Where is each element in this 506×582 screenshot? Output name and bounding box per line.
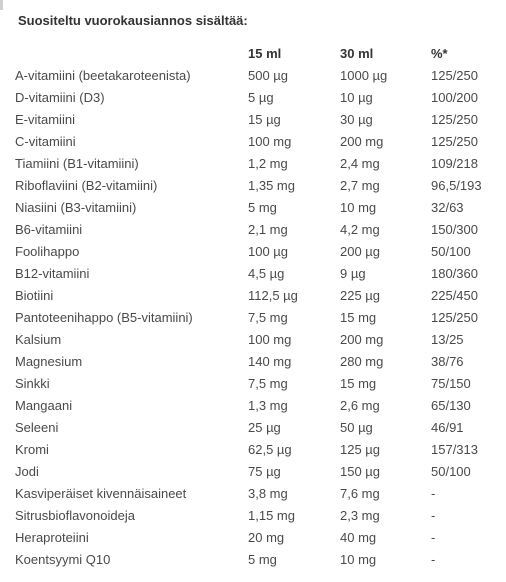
nutrient-name: Biotiini (15, 288, 54, 303)
nutrient-name: Mangaani (15, 398, 73, 413)
amount-30ml: 2,6 mg (340, 398, 380, 413)
nutrient-table (15, 43, 501, 571)
section-heading: Suositeltu vuorokausiannos sisältää: (18, 13, 248, 28)
percent-value: - (431, 508, 436, 523)
table-row (15, 351, 501, 373)
percent-value: 125/250 (431, 68, 478, 83)
percent-value: - (431, 530, 436, 545)
nutrient-name: Koentsyymi Q10 (15, 552, 111, 567)
table-row (15, 175, 501, 197)
amount-15ml: 1,2 mg (248, 156, 288, 171)
amount-30ml: 200 mg (340, 332, 384, 347)
nutrient-name: Kromi (15, 442, 49, 457)
table-row (15, 263, 501, 285)
nutrient-name: Sinkki (15, 376, 50, 391)
header-15ml: 15 ml (248, 46, 282, 61)
amount-15ml: 7,5 mg (248, 310, 288, 325)
amount-15ml: 140 mg (248, 354, 292, 369)
table-row (15, 219, 501, 241)
amount-30ml: 2,3 mg (340, 508, 380, 523)
nutrient-name: Kasviperäiset kivennäisaineet (15, 486, 187, 501)
table-row (15, 483, 501, 505)
amount-15ml: 500 µg (248, 68, 289, 83)
amount-15ml: 100 mg (248, 332, 292, 347)
table-row (15, 109, 501, 131)
table-row (15, 373, 501, 395)
nutrient-name: Sitrusbioflavonoideja (15, 508, 135, 523)
table-row (15, 461, 501, 483)
amount-30ml: 2,7 mg (340, 178, 380, 193)
percent-value: 38/76 (431, 354, 464, 369)
amount-30ml: 40 mg (340, 530, 377, 545)
amount-30ml: 15 mg (340, 376, 377, 391)
table-row (15, 65, 501, 87)
amount-30ml: 150 µg (340, 464, 381, 479)
table-row (15, 439, 501, 461)
amount-30ml: 10 mg (340, 200, 377, 215)
nutrient-name: Jodi (15, 464, 39, 479)
percent-value: 96,5/193 (431, 178, 482, 193)
amount-15ml: 1,15 mg (248, 508, 295, 523)
amount-15ml: 4,5 µg (248, 266, 285, 281)
amount-30ml: 7,6 mg (340, 486, 380, 501)
table-row (15, 329, 501, 351)
amount-15ml: 2,1 mg (248, 222, 288, 237)
percent-value: 50/100 (431, 464, 471, 479)
nutrient-name: Kalsium (15, 332, 62, 347)
amount-30ml: 15 mg (340, 310, 377, 325)
table-row (15, 307, 501, 329)
percent-value: 65/130 (431, 398, 471, 413)
nutrient-name: C-vitamiini (15, 134, 76, 149)
amount-15ml: 100 µg (248, 244, 289, 259)
nutrient-name: A-vitamiini (beetakaroteenista) (15, 68, 191, 83)
percent-value: 150/300 (431, 222, 478, 237)
nutrient-name: Magnesium (15, 354, 83, 369)
nutrient-name: Seleeni (15, 420, 59, 435)
percent-value: 157/313 (431, 442, 478, 457)
table-row (15, 395, 501, 417)
table-row (15, 549, 501, 571)
amount-15ml: 15 µg (248, 112, 281, 127)
amount-30ml: 200 mg (340, 134, 384, 149)
amount-15ml: 75 µg (248, 464, 281, 479)
table-row (15, 285, 501, 307)
amount-30ml: 10 µg (340, 90, 373, 105)
percent-value: 225/450 (431, 288, 478, 303)
header-30ml: 30 ml (340, 46, 374, 61)
table-row (15, 241, 501, 263)
amount-15ml: 5 mg (248, 200, 277, 215)
amount-15ml: 5 µg (248, 90, 274, 105)
amount-15ml: 5 mg (248, 552, 277, 567)
table-header-row (15, 43, 501, 65)
percent-value: 125/250 (431, 310, 478, 325)
amount-30ml: 200 µg (340, 244, 381, 259)
percent-value: 32/63 (431, 200, 464, 215)
nutrient-name: E-vitamiini (15, 112, 75, 127)
amount-30ml: 30 µg (340, 112, 373, 127)
table-row (15, 417, 501, 439)
nutrient-name: Tiamiini (B1-vitamiini) (15, 156, 139, 171)
amount-30ml: 1000 µg (340, 68, 388, 83)
amount-15ml: 20 mg (248, 530, 285, 545)
percent-value: 50/100 (431, 244, 471, 259)
amount-15ml: 100 mg (248, 134, 292, 149)
amount-15ml: 3,8 mg (248, 486, 288, 501)
amount-15ml: 1,35 mg (248, 178, 295, 193)
amount-30ml: 4,2 mg (340, 222, 380, 237)
percent-value: 109/218 (431, 156, 478, 171)
percent-value: 125/250 (431, 112, 478, 127)
amount-30ml: 2,4 mg (340, 156, 380, 171)
nutrient-name: Niasiini (B3-vitamiini) (15, 200, 137, 215)
table-row (15, 153, 501, 175)
percent-value: - (431, 552, 436, 567)
amount-30ml: 280 mg (340, 354, 384, 369)
percent-value: 125/250 (431, 134, 478, 149)
amount-15ml: 1,3 mg (248, 398, 288, 413)
nutrient-name: D-vitamiini (D3) (15, 90, 105, 105)
nutrient-name: B6-vitamiini (15, 222, 83, 237)
amount-15ml: 62,5 µg (248, 442, 292, 457)
table-row (15, 527, 501, 549)
amount-15ml: 25 µg (248, 420, 281, 435)
header-percent: %* (431, 46, 448, 61)
percent-value: 180/360 (431, 266, 478, 281)
amount-30ml: 50 µg (340, 420, 373, 435)
nutrient-name: Heraproteiini (15, 530, 89, 545)
amount-30ml: 125 µg (340, 442, 381, 457)
nutrient-name: Foolihappo (15, 244, 80, 259)
percent-value: 13/25 (431, 332, 464, 347)
amount-30ml: 10 mg (340, 552, 377, 567)
table-row (15, 197, 501, 219)
header-nutrient (15, 43, 248, 65)
amount-30ml: 225 µg (340, 288, 381, 303)
nutrient-name: Riboflaviini (B2-vitamiini) (15, 178, 158, 193)
table-row (15, 87, 501, 109)
edge-marker (0, 0, 3, 10)
amount-15ml: 7,5 mg (248, 376, 288, 391)
amount-15ml: 112,5 µg (248, 288, 298, 303)
table-row (15, 131, 501, 153)
percent-value: 75/150 (431, 376, 471, 391)
amount-30ml: 9 µg (340, 266, 366, 281)
table-row (15, 505, 501, 527)
nutrient-name: B12-vitamiini (15, 266, 90, 281)
nutrient-name: Pantoteenihappo (B5-vitamiini) (15, 310, 193, 325)
percent-value: 100/200 (431, 90, 478, 105)
percent-value: - (431, 486, 436, 501)
percent-value: 46/91 (431, 420, 464, 435)
